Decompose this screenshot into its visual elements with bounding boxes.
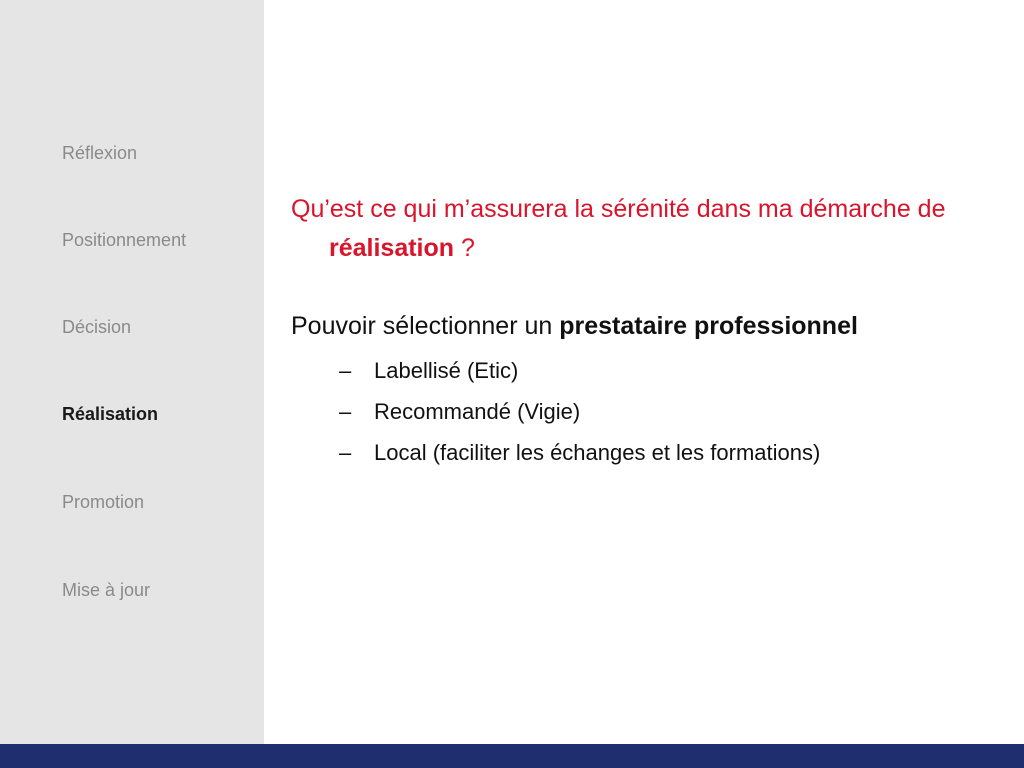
sidebar-item-positionnement[interactable]: Positionnement	[62, 230, 187, 250]
question-highlight: réalisation	[329, 234, 455, 262]
question-text	[291, 190, 991, 268]
answer-text	[291, 307, 991, 346]
answer-text-main: Pouvoir sélectionner un	[291, 312, 560, 340]
criteria-list	[291, 350, 991, 473]
dash-bullet: –	[339, 358, 352, 383]
list-item	[291, 350, 991, 391]
sidebar-nav	[0, 0, 264, 744]
list-item	[291, 432, 991, 473]
question-text-main: Qu’est ce qui m’assurera la sérénité dans ma démarche de	[291, 195, 946, 223]
dash-bullet: –	[339, 399, 352, 424]
list-item-text: Local (faciliter les échanges et les formations)	[374, 440, 821, 465]
footer-bar	[0, 744, 1024, 768]
slide-content	[291, 190, 991, 473]
list-item-text: Labellisé (Etic)	[374, 358, 519, 383]
sidebar-item-promotion[interactable]: Promotion	[62, 492, 145, 512]
sidebar-item-realisation[interactable]: Réalisation	[62, 404, 159, 424]
dash-bullet: –	[339, 440, 352, 465]
answer-highlight: prestataire professionnel	[559, 312, 858, 340]
sidebar-item-decision[interactable]: Décision	[62, 317, 132, 337]
sidebar-item-reflexion[interactable]: Réflexion	[62, 143, 138, 163]
question-text-end: ?	[454, 234, 475, 262]
list-item-text: Recommandé (Vigie)	[374, 399, 581, 424]
sidebar-item-mise-a-jour[interactable]: Mise à jour	[62, 580, 151, 600]
list-item	[291, 391, 991, 432]
